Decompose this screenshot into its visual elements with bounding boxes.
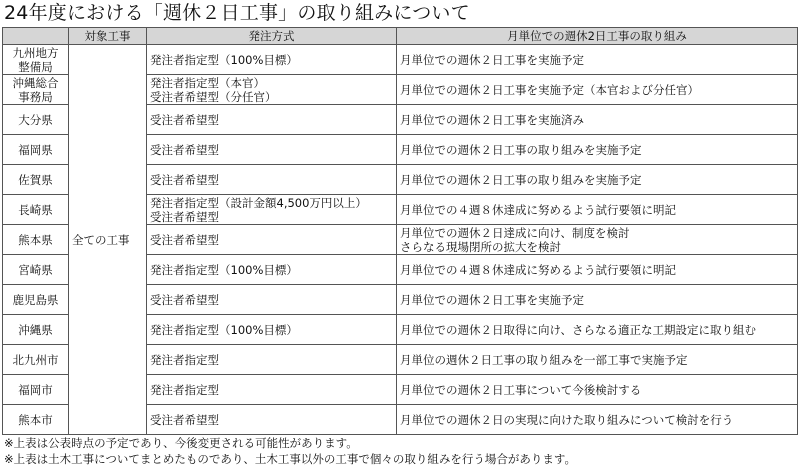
method-cell — [147, 225, 397, 255]
org-cell-line: 熊本県 — [18, 232, 53, 247]
org-cell-line: 沖縄県 — [18, 322, 53, 337]
header-effort: 月単位での週休2日工事の取り組み — [397, 28, 798, 45]
method-cell-line: 発注者指定型（100%目標） — [150, 262, 298, 277]
effort-cell — [397, 315, 798, 345]
org-cell-line: 宮崎県 — [18, 262, 53, 277]
footnotes — [4, 435, 576, 467]
org-cell — [3, 105, 69, 135]
org-cell-line: 福岡市 — [18, 382, 53, 397]
target-cell: 全ての工事 — [69, 45, 147, 435]
method-cell — [147, 75, 397, 105]
org-cell — [3, 405, 69, 435]
method-cell — [147, 345, 397, 375]
method-cell-line: 受注者希望型（分任官） — [150, 89, 277, 104]
org-cell — [3, 255, 69, 285]
effort-cell — [397, 225, 798, 255]
effort-cell — [397, 105, 798, 135]
method-cell-line: 受注者希望型 — [150, 209, 219, 224]
method-cell — [147, 105, 397, 135]
org-cell — [3, 375, 69, 405]
effort-cell-line: 月単位での４週８休達成に努めるよう試行要領に明記 — [400, 262, 676, 277]
effort-cell — [397, 165, 798, 195]
org-cell-line: 熊本市 — [18, 412, 53, 427]
method-cell — [147, 285, 397, 315]
effort-cell-line: 月単位での週休２日工事の取り組みを実施予定 — [400, 142, 642, 157]
org-cell — [3, 135, 69, 165]
org-cell-line: 事務局 — [18, 89, 53, 104]
org-cell-line: 長崎県 — [18, 202, 53, 217]
effort-cell-line: 月単位での４週８休達成に努めるよう試行要領に明記 — [400, 202, 676, 217]
effort-cell-line: 月単位の週休２日工事の取り組みを一部工事で実施予定 — [400, 352, 688, 367]
effort-cell — [397, 405, 798, 435]
method-cell — [147, 405, 397, 435]
effort-cell-line: 月単位での週休２日工事を実施済み — [400, 112, 584, 127]
method-cell-line: 受注者希望型 — [150, 292, 219, 307]
org-cell-line: 佐賀県 — [18, 172, 53, 187]
effort-cell-line: 月単位での週休２日工事について今後検討する — [400, 382, 642, 397]
org-cell — [3, 285, 69, 315]
effort-cell — [397, 195, 798, 225]
org-cell — [3, 225, 69, 255]
effort-cell-line: 月単位での週休２日工事を実施予定 — [400, 292, 584, 307]
effort-cell-line: 月単位での週休２日の実現に向けた取り組みについて検討を行う — [400, 412, 734, 427]
method-cell-line: 発注者指定型（本官） — [150, 75, 265, 90]
effort-cell — [397, 345, 798, 375]
effort-cell-line: さらなる現場閉所の拡大を検討 — [400, 239, 561, 254]
org-cell-line: 大分県 — [18, 112, 53, 127]
method-cell — [147, 45, 397, 75]
effort-cell — [397, 255, 798, 285]
org-cell — [3, 345, 69, 375]
method-cell — [147, 375, 397, 405]
method-cell-line: 受注者希望型 — [150, 172, 219, 187]
method-cell-line: 受注者希望型 — [150, 412, 219, 427]
method-cell — [147, 135, 397, 165]
org-cell — [3, 195, 69, 225]
org-cell-line: 鹿児島県 — [12, 292, 59, 307]
table-row — [3, 45, 798, 75]
effort-cell — [397, 135, 798, 165]
org-cell-line: 福岡県 — [18, 142, 53, 157]
org-cell — [3, 165, 69, 195]
header-org — [3, 28, 69, 45]
method-cell-line: 受注者希望型 — [150, 142, 219, 157]
effort-cell-line: 月単位での週休２日工事を実施予定 — [400, 52, 584, 67]
effort-cell-line: 月単位での週休２日工事の取り組みを実施予定 — [400, 172, 642, 187]
method-cell — [147, 165, 397, 195]
method-cell-line: 発注者指定型（100%目標） — [150, 52, 298, 67]
method-cell-line: 受注者希望型 — [150, 232, 219, 247]
effort-cell — [397, 75, 798, 105]
header-target: 対象工事 — [69, 28, 147, 45]
footnote: ※上表は土木工事についてまとめたものであり、土木工事以外の工事で個々の取り組みを行う場合があります。 — [4, 452, 576, 466]
method-cell — [147, 255, 397, 285]
page-title: 24年度における「週休２日工事」の取り組みについて — [4, 2, 470, 24]
org-cell-line: 沖縄総合 — [12, 75, 59, 90]
method-cell-line: 受注者希望型 — [150, 112, 219, 127]
method-cell-line: 発注者指定型 — [150, 352, 219, 367]
effort-cell — [397, 45, 798, 75]
method-cell — [147, 315, 397, 345]
effort-cell — [397, 285, 798, 315]
org-cell — [3, 315, 69, 345]
org-cell-line: 九州地方 — [12, 45, 59, 60]
table-header-row — [3, 28, 798, 45]
method-cell-line: 発注者指定型（設計金額4,500万円以上） — [150, 195, 367, 210]
footnote: ※上表は公表時点の予定であり、今後変更される可能性があります。 — [4, 436, 358, 450]
method-cell-line: 発注者指定型（100%目標） — [150, 322, 298, 337]
org-cell — [3, 75, 69, 105]
header-method: 発注方式 — [147, 28, 397, 45]
effort-cell-line: 月単位での週休２日達成に向け、制度を検討 — [400, 225, 630, 240]
org-cell-line: 整備局 — [18, 59, 53, 74]
method-cell — [147, 195, 397, 225]
effort-cell-line: 月単位での週休２日工事を実施予定（本官および分任官） — [400, 82, 699, 97]
effort-cell-line: 月単位での週休２日取得に向け、さらなる適正な工期設定に取り組む — [400, 322, 757, 337]
table-body — [3, 45, 798, 435]
effort-cell — [397, 375, 798, 405]
org-cell-line: 北九州市 — [12, 352, 59, 367]
schedule-table — [2, 27, 798, 435]
method-cell-line: 発注者指定型 — [150, 382, 219, 397]
org-cell — [3, 45, 69, 75]
